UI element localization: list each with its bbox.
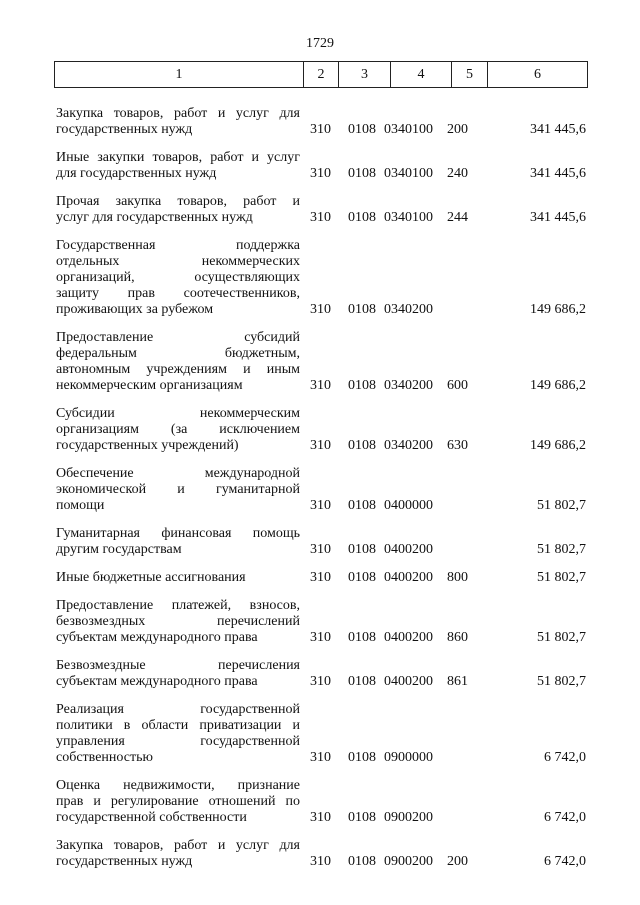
row-section-code: 310 bbox=[310, 210, 331, 225]
description-line: Предоставление платежей, взносов, bbox=[56, 598, 300, 613]
description-line: политики в области приватизации и bbox=[56, 718, 300, 733]
description-line: Иные бюджетные ассигнования bbox=[56, 570, 246, 585]
description-line: государственных нужд bbox=[56, 122, 193, 137]
row-amount: 6 742,0 bbox=[544, 854, 586, 869]
row-description bbox=[56, 598, 300, 646]
row-section-code: 310 bbox=[310, 122, 331, 137]
row-amount: 149 686,2 bbox=[530, 378, 586, 393]
row-expense-type: 860 bbox=[447, 630, 468, 645]
row-amount: 341 445,6 bbox=[530, 210, 586, 225]
row-subsection-code: 0108 bbox=[348, 210, 376, 225]
row-subsection-code: 0108 bbox=[348, 498, 376, 513]
row-section-code: 310 bbox=[310, 570, 331, 585]
description-line: экономической и гуманитарной bbox=[56, 482, 300, 497]
row-subsection-code: 0108 bbox=[348, 854, 376, 869]
description-line: Обеспечение международной bbox=[56, 466, 300, 481]
table-row bbox=[56, 526, 588, 558]
row-description bbox=[56, 194, 300, 226]
description-line: Реализация государственной bbox=[56, 702, 300, 717]
row-section-code: 310 bbox=[310, 438, 331, 453]
row-subsection-code: 0108 bbox=[348, 810, 376, 825]
description-line: Прочая закупка товаров, работ и bbox=[56, 194, 300, 209]
description-line: некоммерческим организациям bbox=[56, 378, 243, 393]
row-amount: 341 445,6 bbox=[530, 122, 586, 137]
description-line: Безвозмездные перечисления bbox=[56, 658, 300, 673]
table-row bbox=[56, 406, 588, 454]
description-line: для государственных нужд bbox=[56, 166, 217, 181]
description-line: помощи bbox=[56, 498, 105, 513]
table-row bbox=[56, 150, 588, 182]
description-line: Оценка недвижимости, признание bbox=[56, 778, 300, 793]
row-description bbox=[56, 526, 300, 558]
table-row bbox=[56, 838, 588, 870]
row-target-article: 0400200 bbox=[384, 630, 433, 645]
description-line: собственностью bbox=[56, 750, 153, 765]
table-row bbox=[56, 330, 588, 394]
row-section-code: 310 bbox=[310, 166, 331, 181]
row-description bbox=[56, 778, 300, 826]
description-line: отдельных некоммерческих bbox=[56, 254, 300, 269]
row-description bbox=[56, 330, 300, 394]
row-target-article: 0340100 bbox=[384, 210, 433, 225]
row-amount: 51 802,7 bbox=[537, 498, 586, 513]
description-line: защиту прав соотечественников, bbox=[56, 286, 300, 301]
row-target-article: 0340200 bbox=[384, 378, 433, 393]
description-line: Закупка товаров, работ и услуг для bbox=[56, 106, 300, 121]
description-line: услуг для государственных нужд bbox=[56, 210, 253, 225]
description-line: управления государственной bbox=[56, 734, 300, 749]
table-row bbox=[56, 194, 588, 226]
description-line: Иные закупки товаров, работ и услуг bbox=[56, 150, 300, 165]
row-subsection-code: 0108 bbox=[348, 438, 376, 453]
row-target-article: 0900000 bbox=[384, 750, 433, 765]
row-description bbox=[56, 838, 300, 870]
header-col-6: 6 bbox=[534, 67, 541, 82]
table-row bbox=[56, 658, 588, 690]
row-description bbox=[56, 570, 300, 586]
row-description bbox=[56, 238, 300, 318]
row-section-code: 310 bbox=[310, 542, 331, 557]
row-expense-type: 861 bbox=[447, 674, 468, 689]
row-target-article: 0340200 bbox=[384, 438, 433, 453]
row-expense-type: 200 bbox=[447, 854, 468, 869]
row-subsection-code: 0108 bbox=[348, 570, 376, 585]
description-line: Субсидии некоммерческим bbox=[56, 406, 300, 421]
row-section-code: 310 bbox=[310, 810, 331, 825]
row-description bbox=[56, 658, 300, 690]
row-subsection-code: 0108 bbox=[348, 122, 376, 137]
table-row bbox=[56, 466, 588, 514]
row-expense-type: 240 bbox=[447, 166, 468, 181]
table-header bbox=[54, 61, 588, 88]
description-line: проживающих за рубежом bbox=[56, 302, 214, 317]
row-amount: 341 445,6 bbox=[530, 166, 586, 181]
header-col-5: 5 bbox=[452, 62, 488, 87]
row-section-code: 310 bbox=[310, 378, 331, 393]
table-row bbox=[56, 702, 588, 766]
row-subsection-code: 0108 bbox=[348, 166, 376, 181]
row-description bbox=[56, 702, 300, 766]
row-description bbox=[56, 106, 300, 138]
row-target-article: 0900200 bbox=[384, 854, 433, 869]
row-expense-type: 800 bbox=[447, 570, 468, 585]
row-section-code: 310 bbox=[310, 674, 331, 689]
row-target-article: 0400200 bbox=[384, 674, 433, 689]
header-col-3: 3 bbox=[339, 62, 391, 87]
description-line: Предоставление субсидий bbox=[56, 330, 300, 345]
row-subsection-code: 0108 bbox=[348, 378, 376, 393]
description-line: субъектам международного права bbox=[56, 630, 258, 645]
row-expense-type: 200 bbox=[447, 122, 468, 137]
description-line: автономным учреждениям и иным bbox=[56, 362, 300, 377]
description-line: Государственная поддержка bbox=[56, 238, 300, 253]
row-amount: 149 686,2 bbox=[530, 302, 586, 317]
description-line: государственных учреждений) bbox=[56, 438, 239, 453]
description-line: Гуманитарная финансовая помощь bbox=[56, 526, 300, 541]
row-subsection-code: 0108 bbox=[348, 542, 376, 557]
row-subsection-code: 0108 bbox=[348, 750, 376, 765]
description-line: другим государствам bbox=[56, 542, 182, 557]
row-amount: 51 802,7 bbox=[537, 630, 586, 645]
row-section-code: 310 bbox=[310, 854, 331, 869]
table-row bbox=[56, 570, 588, 586]
row-description bbox=[56, 150, 300, 182]
header-col-2: 2 bbox=[304, 62, 339, 87]
row-amount: 51 802,7 bbox=[537, 542, 586, 557]
table-row bbox=[56, 106, 588, 138]
row-section-code: 310 bbox=[310, 750, 331, 765]
row-amount: 6 742,0 bbox=[544, 810, 586, 825]
row-amount: 6 742,0 bbox=[544, 750, 586, 765]
row-target-article: 0340100 bbox=[384, 166, 433, 181]
description-line: организаций, осуществляющих bbox=[56, 270, 300, 285]
description-line: прав и регулирование отношений по bbox=[56, 794, 300, 809]
row-expense-type: 600 bbox=[447, 378, 468, 393]
row-description bbox=[56, 406, 300, 454]
row-target-article: 0340200 bbox=[384, 302, 433, 317]
row-section-code: 310 bbox=[310, 302, 331, 317]
row-target-article: 0900200 bbox=[384, 810, 433, 825]
description-line: государственной собственности bbox=[56, 810, 247, 825]
table-row bbox=[56, 598, 588, 646]
table-row bbox=[56, 238, 588, 318]
row-expense-type: 244 bbox=[447, 210, 468, 225]
row-target-article: 0400200 bbox=[384, 570, 433, 585]
row-target-article: 0400200 bbox=[384, 542, 433, 557]
description-line: государственных нужд bbox=[56, 854, 193, 869]
row-target-article: 0400000 bbox=[384, 498, 433, 513]
row-target-article: 0340100 bbox=[384, 122, 433, 137]
description-line: субъектам международного права bbox=[56, 674, 258, 689]
page-number: 1729 bbox=[306, 36, 334, 51]
row-section-code: 310 bbox=[310, 630, 331, 645]
header-col-1: 1 bbox=[55, 62, 304, 87]
row-amount: 51 802,7 bbox=[537, 570, 586, 585]
row-amount: 51 802,7 bbox=[537, 674, 586, 689]
description-line: безвозмездных перечислений bbox=[56, 614, 300, 629]
description-line: федеральным бюджетным, bbox=[56, 346, 300, 361]
row-description bbox=[56, 466, 300, 514]
row-subsection-code: 0108 bbox=[348, 302, 376, 317]
description-line: организациям (за исключением bbox=[56, 422, 300, 437]
row-subsection-code: 0108 bbox=[348, 630, 376, 645]
table-row bbox=[56, 778, 588, 826]
description-line: Закупка товаров, работ и услуг для bbox=[56, 838, 300, 853]
header-col-4: 4 bbox=[391, 62, 452, 87]
row-expense-type: 630 bbox=[447, 438, 468, 453]
row-section-code: 310 bbox=[310, 498, 331, 513]
row-amount: 149 686,2 bbox=[530, 438, 586, 453]
table-body bbox=[56, 106, 588, 882]
row-subsection-code: 0108 bbox=[348, 674, 376, 689]
